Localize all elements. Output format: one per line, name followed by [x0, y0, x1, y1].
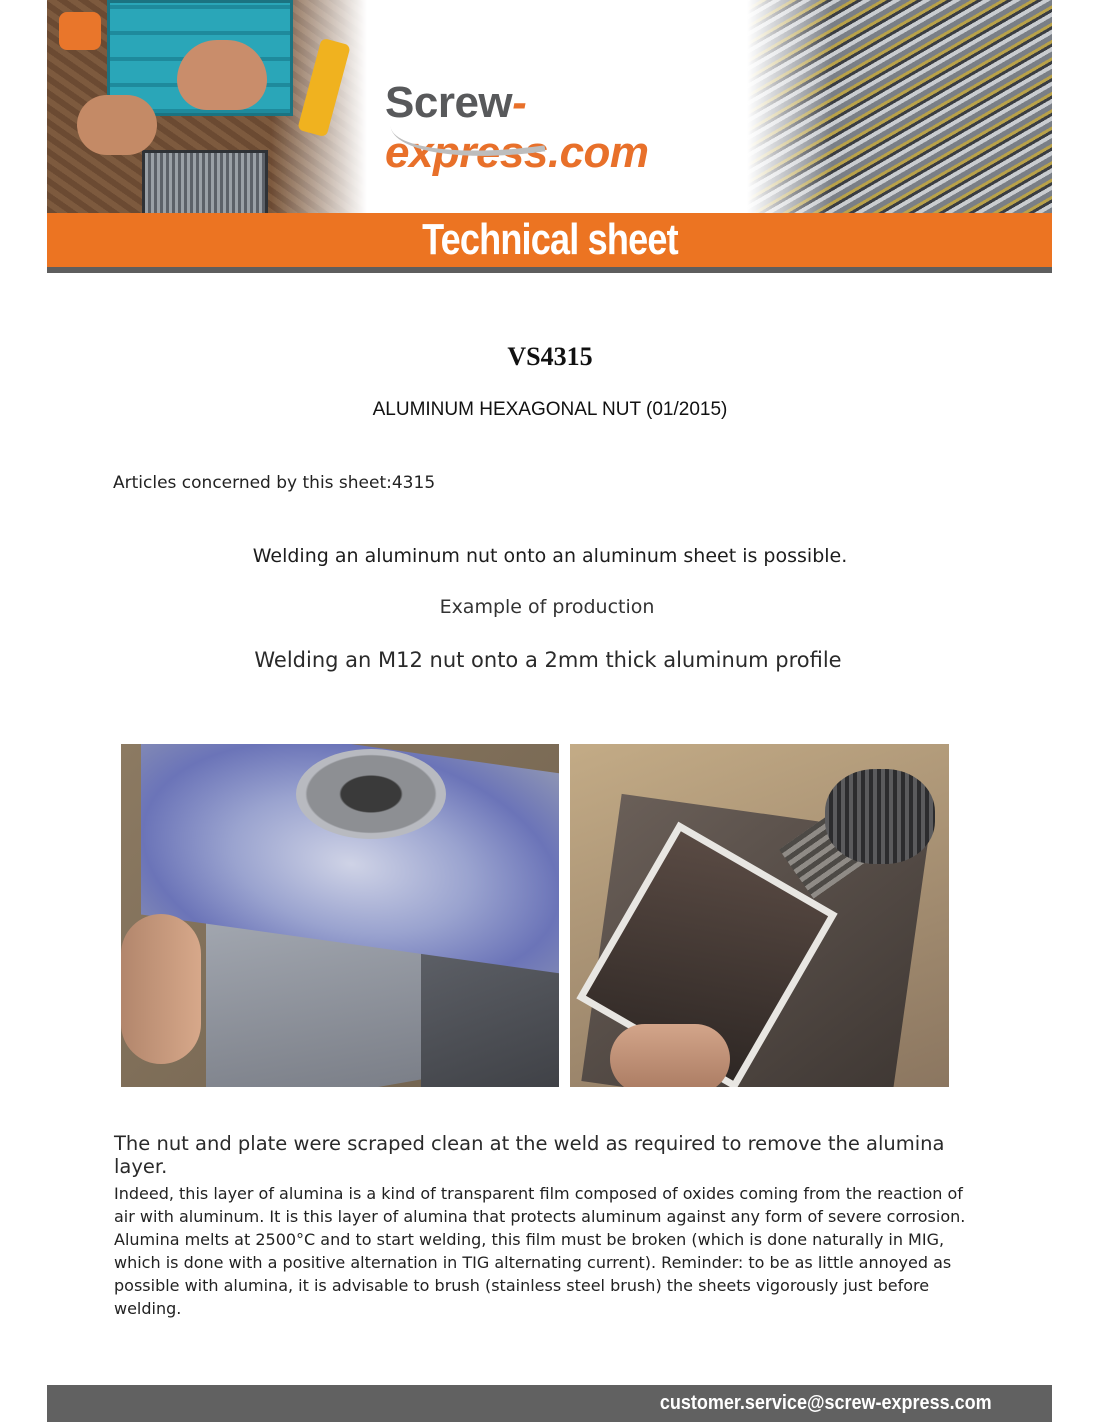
screw-tray-small	[142, 150, 268, 213]
weld-photo-nut-top	[121, 744, 559, 1087]
hand	[177, 40, 267, 110]
tape-measure-icon	[59, 12, 101, 50]
contact-email[interactable]: customer.service@screw-express.com	[660, 1392, 992, 1414]
product-name: ALUMINUM HEXAGONAL NUT (01/2015)	[372, 399, 728, 420]
logo-text-primary: Screw	[385, 78, 513, 127]
lead-text: Welding an aluminum nut onto an aluminum sheet is possible.	[252, 545, 848, 567]
hand	[77, 95, 157, 155]
bar-shadow	[47, 267, 1052, 273]
paragraph-scraped: The nut and plate were scraped clean at the weld as required to remove the alumina layer.	[114, 1132, 945, 1178]
technical-sheet-title: Technical sheet	[421, 215, 678, 264]
product-code: VS4315	[507, 342, 593, 371]
logo-text-secondary: -express.com	[385, 78, 649, 177]
footer-bar	[47, 1385, 1052, 1422]
weld-photo-profile-bolt	[570, 744, 949, 1087]
screws-photo	[747, 0, 1052, 213]
technical-sheet-bar	[47, 213, 1052, 267]
nut	[296, 749, 446, 839]
example-heading: Example of production	[439, 596, 655, 618]
example-detail: Welding an M12 nut onto a 2mm thick aluminum profile	[254, 648, 842, 672]
articles-concerned: Articles concerned by this sheet:4315	[113, 473, 436, 493]
tools-photo	[47, 0, 367, 213]
drill-icon	[297, 38, 351, 138]
header-banner	[47, 0, 1052, 213]
company-logo	[385, 78, 745, 177]
bolt-head	[825, 769, 935, 864]
paragraph-alumina: Indeed, this layer of alumina is a kind of transparent film composed of oxides coming from the reaction of air with aluminum. It is this layer of alumina that protects aluminum against any form of severe corrosion. Alumina melts at 2500°C and to start welding, this film must be broken (which is done naturally in MIG, which is done with a positive alternation in TIG alternating current). Reminder: to be as little annoyed as possible with alumina, it is advisable to brush (stainless steel brush) the sheets vigorously just before welding.	[114, 1184, 966, 1318]
